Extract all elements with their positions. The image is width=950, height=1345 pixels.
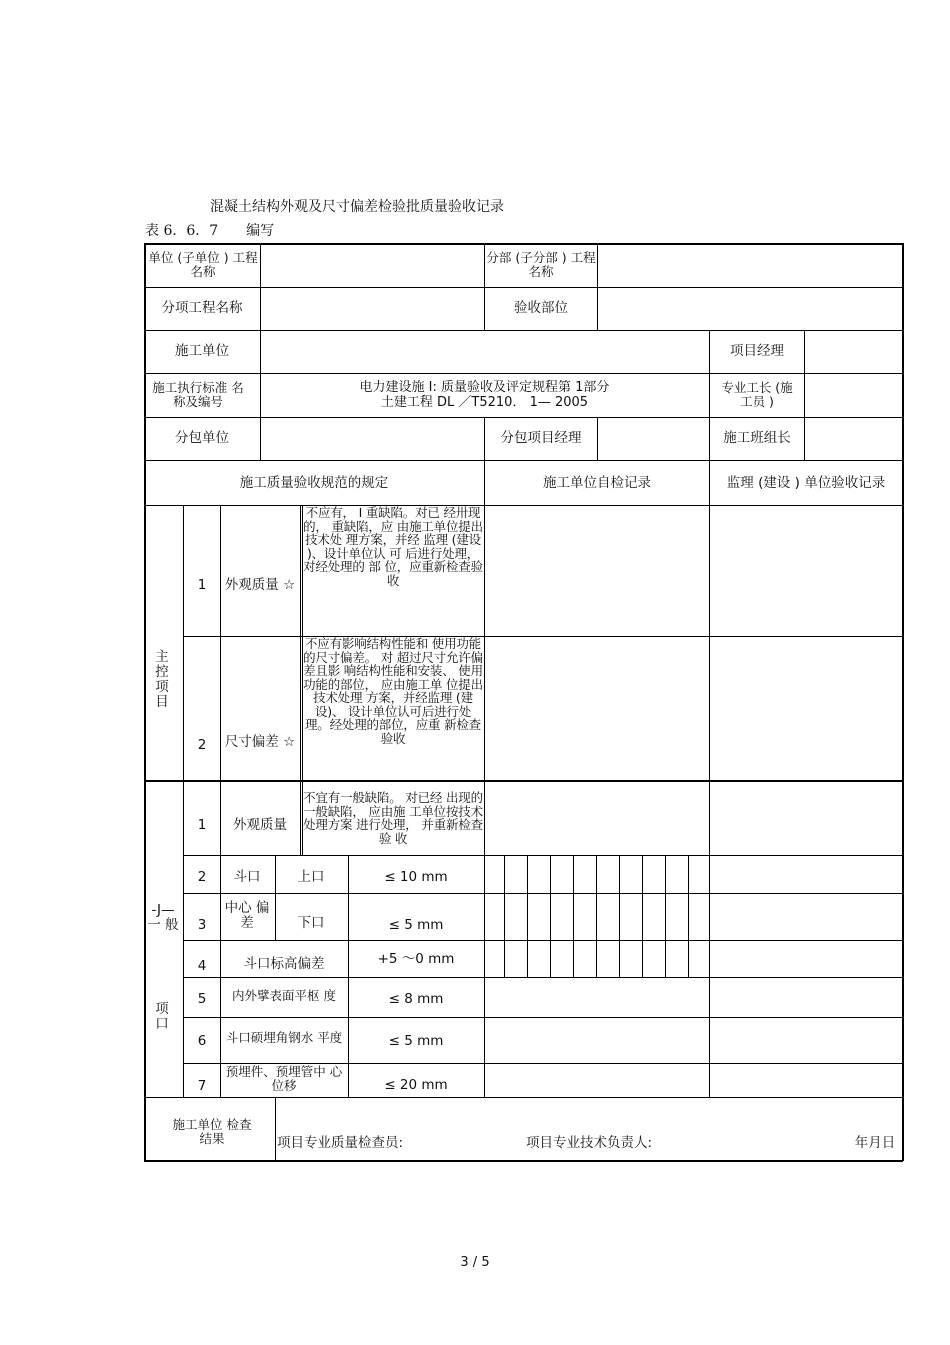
general-item-6-self-check[interactable] [486,1019,708,1062]
item-label: 分项工程名称 [161,300,243,316]
inspector-signature[interactable]: 项目专业质量检查员: [277,1134,404,1151]
unit-label: 单位 (子单位 ) 工程名称 [148,250,258,279]
main-item-1-spec: 不应有， I 重缺陷。对已 经卅现的， 重缺陷，应 由施工单位提出技术处 理方案，并经 监理 (建设 )、设计单位认 可 后进行处理， 对经处理的 部 位，应重新检查验收 [303,505,483,588]
main-item-2-name: 尺寸偏差 ☆ [224,733,296,750]
general-item-4-tolerance: +5 ～0 mm [377,950,455,967]
general-item-1-supervision[interactable] [711,782,901,854]
foreman-label: 专业工长 (施工员 ) [721,380,793,409]
project-manager-field[interactable] [806,331,900,372]
general-item-7-no: 7 [197,1077,207,1094]
general-item-2-name-a: 斗口 [233,868,261,885]
team-leader-label: 施工班组长 [723,430,791,446]
general-item-2-tolerance: ≤ 10 mm [384,868,448,885]
construction-unit-label: 施工单位 [175,343,229,359]
main-item-1-supervision[interactable] [711,506,901,635]
general-item-3-name-a: 中心 偏差 [224,900,270,931]
subcontract-label: 分包单位 [175,430,229,446]
general-item-7-self-check[interactable] [486,1064,708,1096]
general-item-1-no: 1 [197,816,207,833]
item-value-field[interactable] [262,288,482,329]
general-item-3-name-b: 下口 [297,914,325,931]
general-item-5-no: 5 [197,990,207,1007]
subcontract-manager-field[interactable] [599,418,707,459]
foreman-field[interactable] [806,375,900,415]
general-item-5-tolerance: ≤ 8 mm [388,990,444,1007]
general-item-3-no: 3 [197,916,207,933]
subpart-value-field[interactable] [599,246,899,284]
main-items-group-label: 主 控 项 目 [155,649,169,710]
general-items-supervision[interactable] [711,856,901,1096]
subcontract-field[interactable] [262,418,482,459]
standard-value [262,375,707,415]
general-item-4-name: 斗口标高偏差 [243,955,325,972]
general-item-1-self-check[interactable] [486,782,708,854]
general-item-7-tolerance: ≤ 20 mm [384,1076,448,1093]
main-item-1-self-check[interactable] [486,506,708,635]
main-item-2-self-check[interactable] [486,637,708,779]
main-item-1-no: 1 [197,576,207,593]
main-item-2-supervision[interactable] [711,637,901,779]
subpart-label: 分部 (子分部 ) 工程名称 [486,250,596,279]
general-item-6-no: 6 [197,1032,207,1049]
construction-unit-field[interactable] [262,331,707,372]
team-leader-field[interactable] [806,418,900,459]
project-manager-label: 项目经理 [730,343,784,359]
general-item-2-name-b: 上口 [297,868,325,885]
general-item-5-name: 内外擘表面平枢 度 [232,988,336,1003]
column-self-check-header: 施工单位自检记录 [543,474,651,491]
general-item-6-name: 斗口硕埋角钢水 平度 [225,1030,343,1045]
unit-value-field[interactable] [262,246,482,284]
general-item-4-no: 4 [197,957,207,974]
page-number: 3 / 5 [460,1255,490,1270]
column-supervision-header: 监理 (建设 ) 单位验收记录 [726,474,886,491]
standard-value-line1: 电力建设施 I: 质量验收及评定规程第 1部分 [359,380,610,395]
document-title: 混凝土结构外观及尺寸偏差检验批质量验收记录 [210,199,504,215]
table-number-value: 表 6．6．7 [145,223,219,239]
check-part-label: 验收部位 [514,300,568,316]
column-spec-header: 施工质量验收规范的规定 [239,474,389,491]
main-item-1-name: 外观质量 ☆ [224,576,296,593]
main-item-2-no: 2 [197,736,207,753]
result-label: 施工单位 检查结果 [172,1117,252,1146]
general-item-5-self-check[interactable] [486,978,708,1016]
result-date[interactable]: 年月日 [854,1134,896,1151]
general-item-7-name: 预埋件、预埋管中 心位移 [225,1064,343,1093]
general-item-2-no: 2 [197,868,207,885]
standard-value-line2: 土建工程 DL ／T5210． 1— 2005 [380,395,589,410]
general-item-3-tolerance: ≤ 5 mm [388,916,444,933]
general-item-6-tolerance: ≤ 5 mm [388,1032,444,1049]
table-number-suffix: 编写 [246,223,275,239]
subcontract-manager-label: 分包项目经理 [500,430,582,446]
check-part-value-field[interactable] [599,288,899,329]
technical-lead-signature[interactable]: 项目专业技术负责人: [526,1134,653,1151]
general-items-group-label-2: 项 口 [155,1001,169,1032]
general-items-group-label: -J— 一 般 [147,902,179,933]
main-item-2-spec: 不应有影响结构性能和 使用功能的尺寸偏差。 对 超过尺寸允许偏差且影 响结构性能和安装、 使用 功能的部位， 应由施工单 位提出技术处理 方案，并经监理 (建设)、 设计单位认可后进行处理。经处理的部位，应重 新检查验收 [303,636,483,746]
general-item-1-name: 外观质量 [233,816,287,833]
general-item-1-spec: 不宜有一般缺陷。 对已经 出现的一般缺陷， 应由施 工单位按技术处理方案 进行处理， 并重新检查验 收 [303,790,483,846]
standard-label: 施工执行标准 名称及编号 [152,380,244,409]
